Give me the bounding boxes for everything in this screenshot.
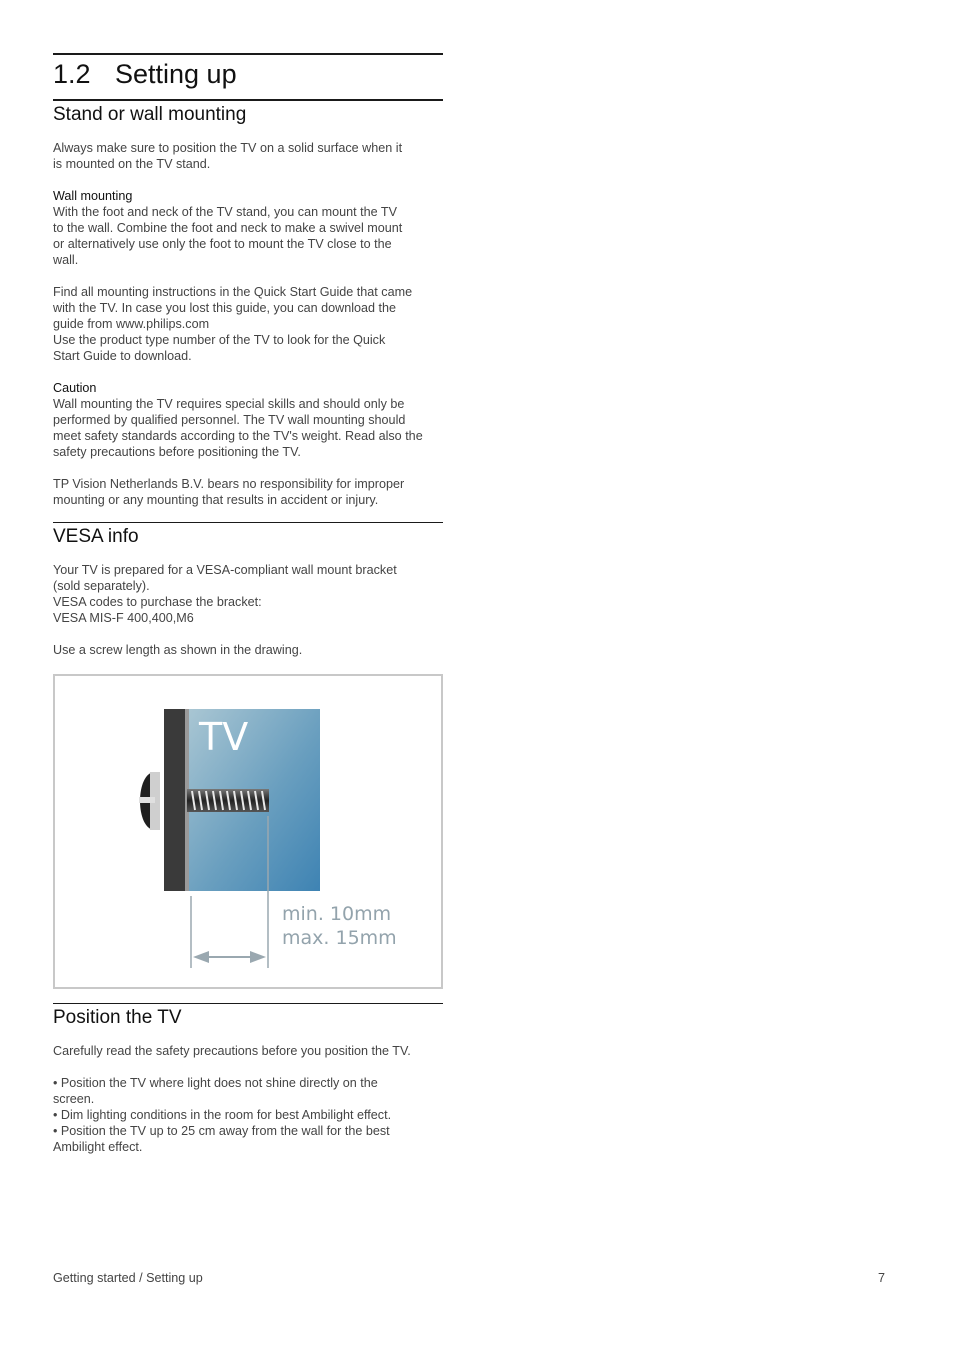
vesa-heading: VESA info xyxy=(53,526,139,547)
page-number: 7 xyxy=(878,1271,886,1285)
instructions-line-2: with the TV. In case you lost this guide, you can download the xyxy=(53,301,397,315)
max-length-label: max. 15mm xyxy=(282,927,397,949)
screw-diagram-svg xyxy=(55,676,441,987)
caution-line-4: safety precautions before positioning the TV. xyxy=(53,445,301,459)
position-intro: Carefully read the safety precautions before you position the TV. xyxy=(53,1044,411,1058)
chapter-title-text: Setting up xyxy=(115,59,237,89)
caution-line-2: performed by qualified personnel. The TV wall mounting should xyxy=(53,413,406,427)
vesa-section xyxy=(53,522,443,658)
dimension-arrowhead-right xyxy=(250,951,266,963)
wall-mounting-line-2: to the wall. Combine the foot and neck to make a swivel mount xyxy=(53,221,403,235)
bullet-1-line-2: screen. xyxy=(53,1092,95,1106)
wall-mounting-line-3: or alternatively use only the foot to mount the TV close to the xyxy=(53,237,392,251)
chapter-header xyxy=(53,53,443,91)
stand-heading: Stand or wall mounting xyxy=(53,104,247,125)
dimension-arrowhead-left xyxy=(193,951,209,963)
caution-title: Caution xyxy=(53,381,97,395)
footer-breadcrumb: Getting started / Setting up xyxy=(53,1271,203,1285)
bullet-3-line-2: Ambilight effect. xyxy=(53,1140,143,1154)
bullet-3-line-1: • Position the TV up to 25 cm away from the wall for the best xyxy=(53,1124,390,1138)
vesa-line-2: (sold separately). xyxy=(53,579,150,593)
instructions-line-1: Find all mounting instructions in the Quick Start Guide that came xyxy=(53,285,413,299)
instructions-line-3: guide from www.philips.com xyxy=(53,317,210,331)
stand-intro-line-2: is mounted on the TV stand. xyxy=(53,157,211,171)
wall-mounting-line-4: wall. xyxy=(53,253,79,267)
screw-slot xyxy=(139,797,155,803)
vesa-line-3: VESA codes to purchase the bracket: xyxy=(53,595,262,609)
stand-intro-line-1: Always make sure to position the TV on a solid surface when it xyxy=(53,141,403,155)
wall-bracket xyxy=(164,709,185,891)
position-section xyxy=(53,1003,443,1155)
caution-line-3: meet safety standards according to the TV's weight. Read also the xyxy=(53,429,423,443)
wall-mounting-title: Wall mounting xyxy=(53,189,133,203)
screw-length-drawing xyxy=(53,674,443,989)
vesa-line-4: VESA MIS-F 400,400,M6 xyxy=(53,611,194,625)
stand-section xyxy=(53,99,443,508)
chapter-number: 1.2 xyxy=(53,59,91,89)
bullet-1-line-1: • Position the TV where light does not shine directly on the xyxy=(53,1076,378,1090)
bullet-2-line-1: • Dim lighting conditions in the room for best Ambilight effect. xyxy=(53,1108,392,1122)
chapter-title xyxy=(53,55,443,91)
vesa-line-1: Your TV is prepared for a VESA-compliant wall mount bracket xyxy=(53,563,397,577)
wall-mounting-line-1: With the foot and neck of the TV stand, you can mount the TV xyxy=(53,205,397,219)
caution-line-1: Wall mounting the TV requires special skills and should only be xyxy=(53,397,405,411)
disclaimer-line-2: mounting or any mounting that results in accident or injury. xyxy=(53,493,379,507)
instructions-line-4: Use the product type number of the TV to look for the Quick xyxy=(53,333,386,347)
screw-length-text: Use a screw length as shown in the drawing. xyxy=(53,643,303,657)
instructions-line-5: Start Guide to download. xyxy=(53,349,192,363)
disclaimer-line-1: TP Vision Netherlands B.V. bears no responsibility for improper xyxy=(53,477,405,491)
min-length-label: min. 10mm xyxy=(282,903,392,925)
position-heading: Position the TV xyxy=(53,1007,182,1028)
tv-label: TV xyxy=(199,715,249,759)
